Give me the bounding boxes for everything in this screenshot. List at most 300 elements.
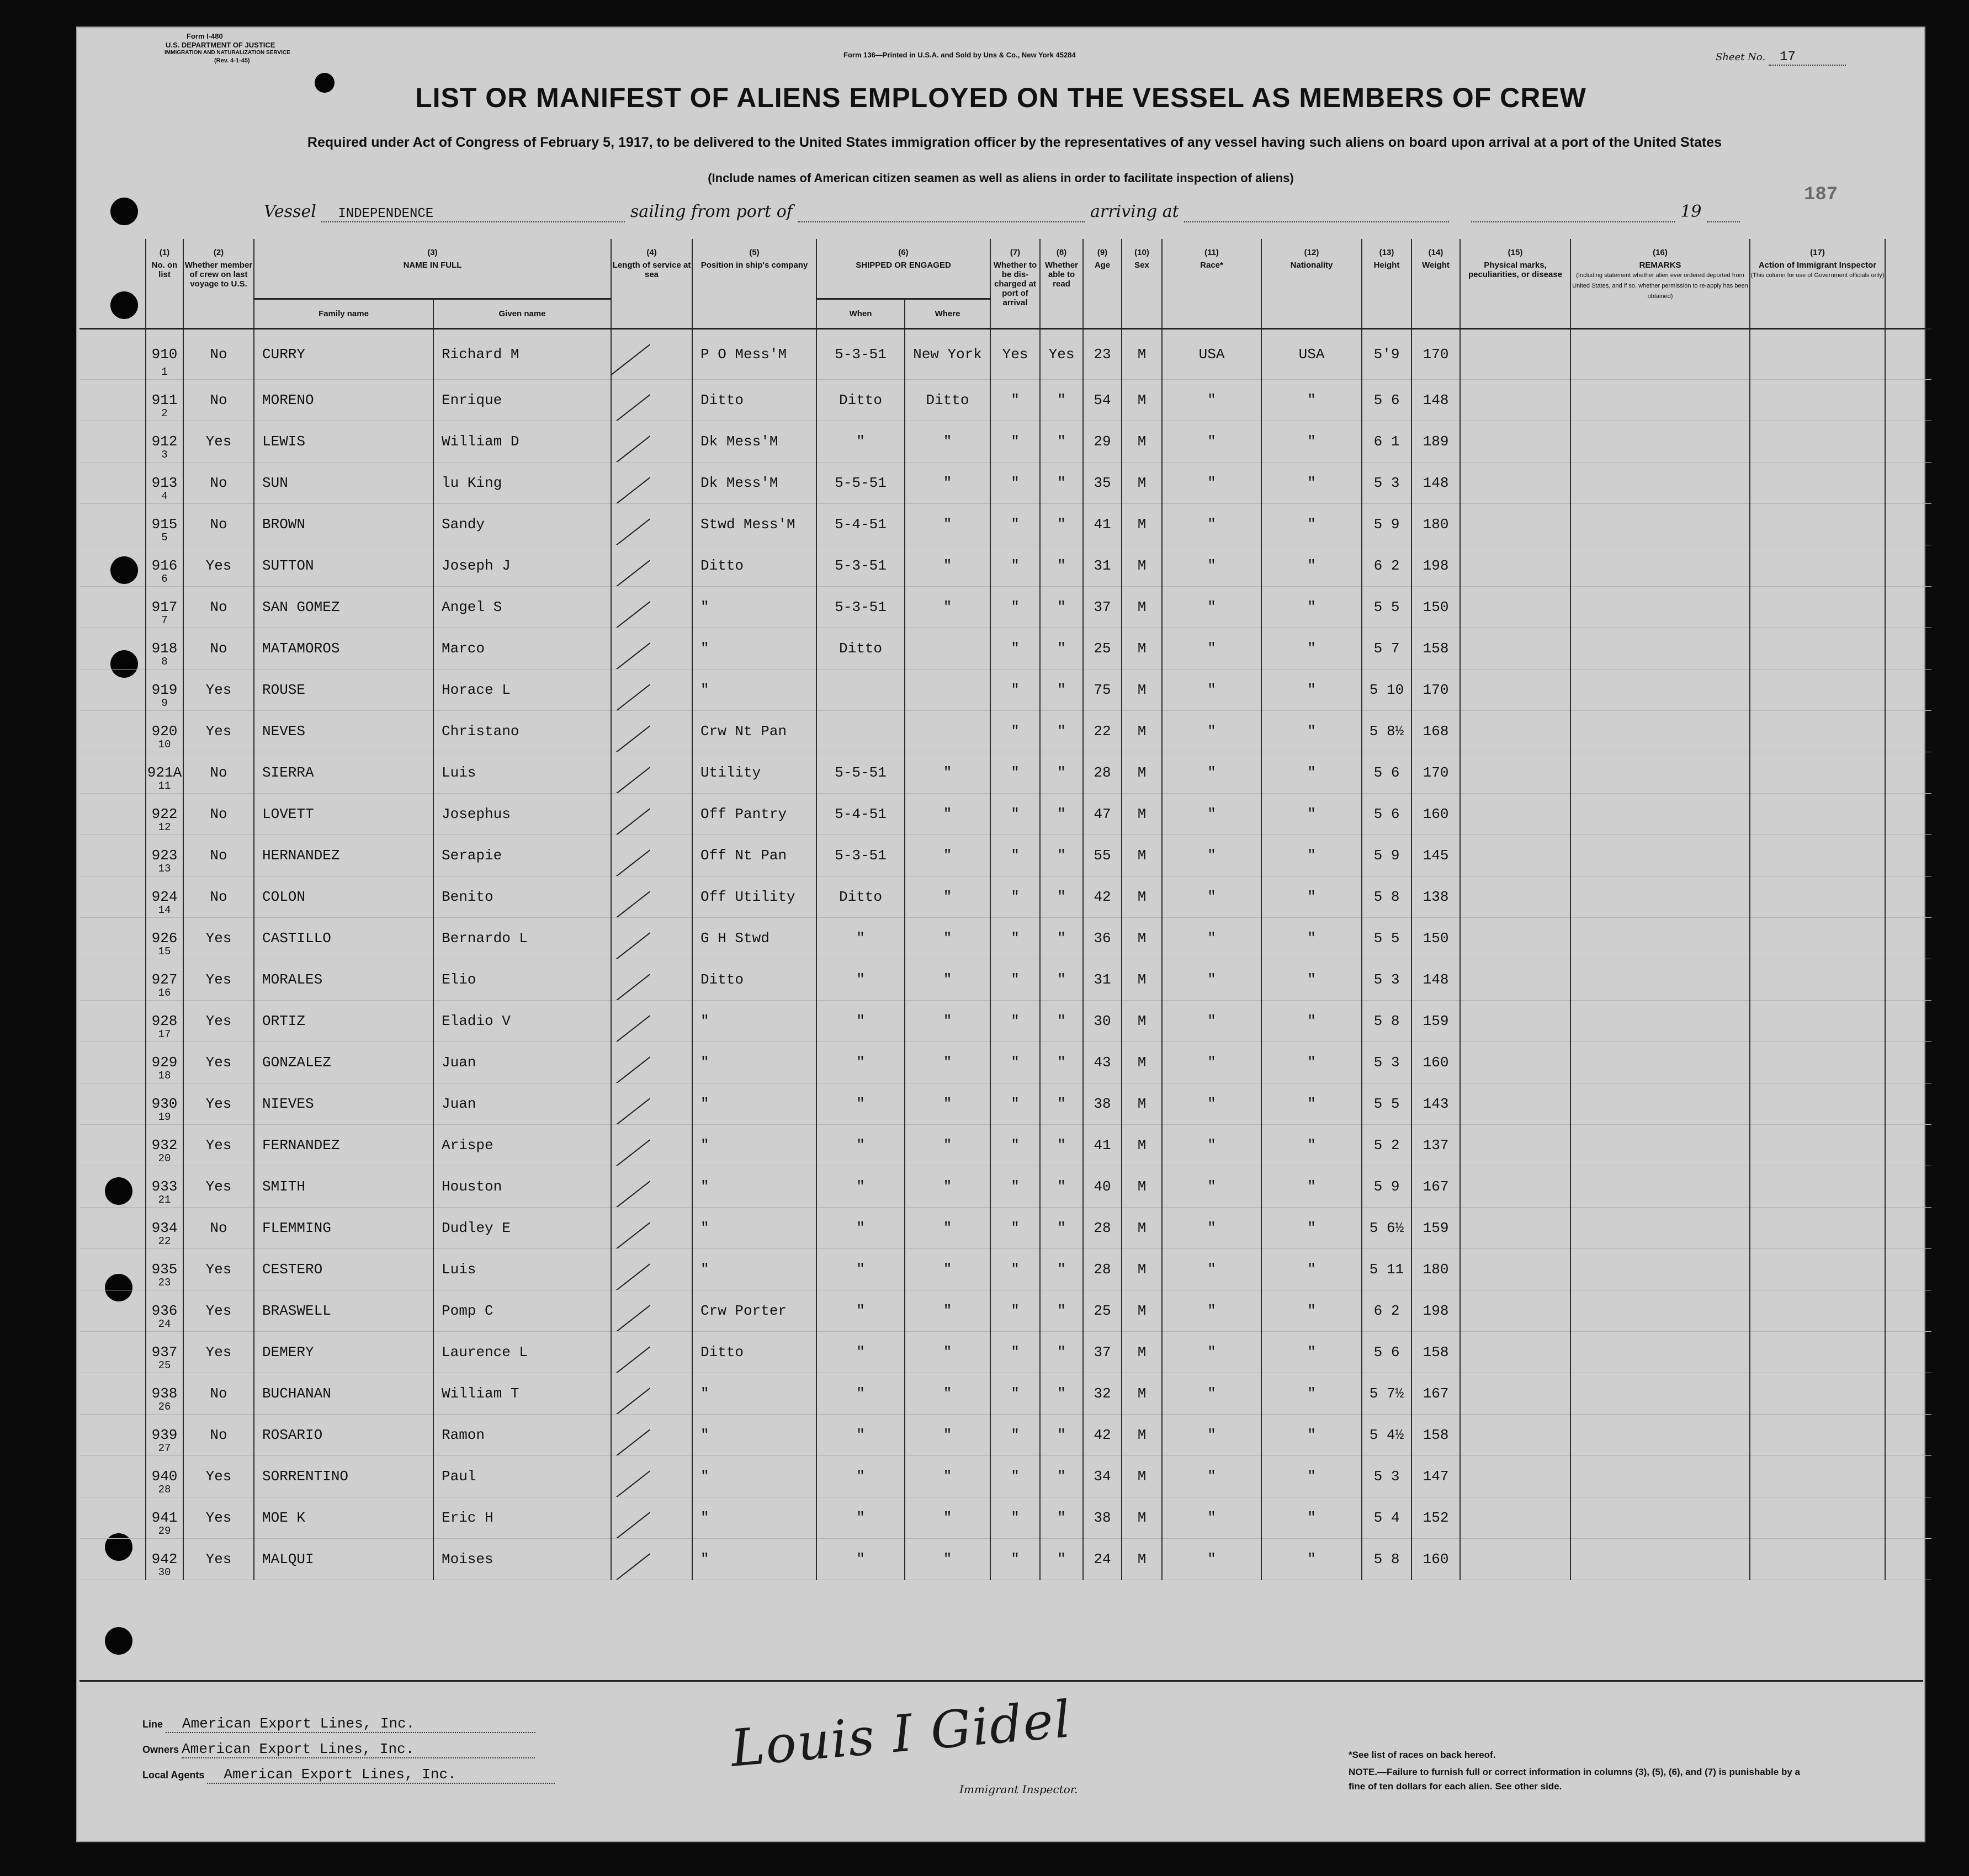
family-name: DEMERY <box>262 1343 314 1361</box>
row-right-margin <box>1885 379 1931 421</box>
shipped-when-cell <box>816 1041 905 1083</box>
race-cell <box>1162 793 1261 835</box>
able-to-read: " <box>1057 1343 1066 1361</box>
table-row <box>79 1166 1931 1207</box>
height: 5 9 <box>1373 515 1400 533</box>
shipped-where: " <box>943 1054 952 1071</box>
given-name-cell <box>433 793 611 835</box>
race: " <box>1207 1426 1216 1443</box>
nationality-cell <box>1261 1207 1362 1248</box>
row-margin <box>79 545 146 586</box>
col-14-header <box>1411 239 1460 328</box>
family-name: BRASWELL <box>262 1302 331 1319</box>
height: 5'9 <box>1373 346 1400 363</box>
line-value: American Export Lines, Inc. <box>166 1715 535 1733</box>
inspector-action-cell <box>1750 669 1885 710</box>
shipped-when-cell <box>816 421 905 462</box>
discharged: " <box>1011 888 1020 905</box>
nationality: " <box>1307 1136 1316 1154</box>
sex: M <box>1137 971 1147 988</box>
shipped-where: " <box>943 888 952 905</box>
family-name: SORRENTINO <box>262 1468 349 1485</box>
remarks-cell <box>1570 1124 1750 1166</box>
weight: 198 <box>1423 557 1449 574</box>
age-cell <box>1083 1290 1122 1331</box>
family-name: SAN GOMEZ <box>262 598 340 615</box>
given-name: Ramon <box>442 1426 485 1443</box>
row-margin <box>79 379 146 421</box>
physical-marks-cell <box>1460 628 1570 669</box>
shipped-when-cell <box>816 1497 905 1538</box>
shipped-when: " <box>856 1261 865 1278</box>
height-cell <box>1362 710 1411 752</box>
family-name-cell <box>254 959 433 1000</box>
family-name-cell <box>254 710 433 752</box>
row-right-margin <box>1885 959 1931 1000</box>
nationality-cell <box>1261 1290 1362 1331</box>
row-right-margin <box>1885 1124 1931 1166</box>
shipped-when: 5-3-51 <box>835 847 887 864</box>
shipped-where-cell <box>905 1331 990 1373</box>
nationality: " <box>1307 847 1316 864</box>
inspector-action-cell <box>1750 328 1885 379</box>
height: 5 7 <box>1373 640 1400 657</box>
sheet-label: Sheet No. <box>1716 51 1766 63</box>
given-name-cell <box>433 1000 611 1041</box>
list-number-cell <box>146 1455 183 1497</box>
weight: 158 <box>1423 640 1449 657</box>
given-name: Eric H <box>442 1509 493 1526</box>
given-name: Paul <box>442 1468 476 1485</box>
inspector-action-cell <box>1750 503 1885 545</box>
service-slash-mark <box>611 344 650 379</box>
shipped-where: " <box>943 515 952 533</box>
remarks-cell <box>1570 1497 1750 1538</box>
able-to-read: " <box>1057 1468 1066 1485</box>
crew-last-voyage-cell <box>183 379 254 421</box>
height: 5 3 <box>1373 474 1400 491</box>
position: Ditto <box>700 557 744 574</box>
physical-marks-cell <box>1460 876 1570 917</box>
inspector-action-cell <box>1750 628 1885 669</box>
height-cell <box>1362 421 1411 462</box>
line-label: Line <box>142 1719 163 1730</box>
family-name: SIERRA <box>262 764 314 781</box>
given-name-cell <box>433 379 611 421</box>
nationality: " <box>1307 1219 1316 1236</box>
service-slash-mark <box>611 725 650 752</box>
shipped-where-cell <box>905 586 990 628</box>
remarks-cell <box>1570 1083 1750 1124</box>
list-number-cell <box>146 328 183 379</box>
crew-last-voyage: No <box>210 1219 227 1236</box>
physical-marks-cell <box>1460 1000 1570 1041</box>
remarks-cell <box>1570 1538 1750 1580</box>
sex: M <box>1137 929 1147 947</box>
weight: 170 <box>1423 764 1449 781</box>
nationality: " <box>1307 557 1316 574</box>
sex: M <box>1137 1136 1147 1154</box>
line-number: 21 <box>158 1193 171 1206</box>
family-name-cell <box>254 503 433 545</box>
sailing-label: sailing from port of <box>630 202 793 221</box>
race: " <box>1207 1468 1216 1485</box>
service-slash-mark <box>611 1346 650 1373</box>
revision: (Rev. 4-1-45) <box>214 57 250 64</box>
physical-marks-cell <box>1460 462 1570 503</box>
when-label: When <box>849 309 872 318</box>
crew-last-voyage-cell <box>183 503 254 545</box>
sex-cell <box>1122 1373 1162 1414</box>
family-name-cell <box>254 328 433 379</box>
crew-last-voyage-cell <box>183 1041 254 1083</box>
col-17-num: (17) <box>1810 248 1825 257</box>
able-to-read: " <box>1057 1261 1066 1278</box>
col-17-label: Action of Immigrant Inspector <box>1758 261 1877 270</box>
list-number: 935 <box>151 1261 178 1278</box>
position: " <box>700 1385 709 1402</box>
footer-rule <box>79 1680 1923 1682</box>
col-4-header <box>611 239 692 328</box>
family-name-cell <box>254 1331 433 1373</box>
family-name: SMITH <box>262 1178 306 1195</box>
given-name-label: Given name <box>498 309 546 318</box>
position-cell <box>692 793 816 835</box>
discharged: " <box>1011 1054 1020 1071</box>
line-number: 26 <box>158 1400 171 1413</box>
year-label: 19 <box>1680 202 1702 221</box>
position-cell <box>692 1248 816 1290</box>
row-margin <box>79 959 146 1000</box>
family-name-cell <box>254 1000 433 1041</box>
length-of-service-cell <box>611 328 692 379</box>
sex-cell <box>1122 545 1162 586</box>
service-slash-mark <box>611 642 650 669</box>
line-number: 9 <box>161 697 168 709</box>
age: 37 <box>1094 598 1111 615</box>
given-name: Bernardo L <box>442 929 528 947</box>
given-name-subheader <box>433 299 611 328</box>
weight: 167 <box>1423 1385 1449 1402</box>
discharged-cell <box>990 379 1040 421</box>
crew-last-voyage: Yes <box>205 1550 232 1567</box>
given-name: Elio <box>442 971 476 988</box>
length-of-service-cell <box>611 586 692 628</box>
race-cell <box>1162 1000 1261 1041</box>
position: " <box>700 1261 709 1278</box>
race: " <box>1207 557 1216 574</box>
given-name-cell <box>433 1497 611 1538</box>
col-13-num: (13) <box>1379 248 1394 257</box>
table-row <box>79 835 1931 876</box>
position: Crw Nt Pan <box>700 722 787 740</box>
inspector-action-cell <box>1750 1497 1885 1538</box>
able-to-read-cell <box>1040 462 1083 503</box>
race: " <box>1207 433 1216 450</box>
line-number: 23 <box>158 1276 171 1289</box>
discharged: " <box>1011 1012 1020 1029</box>
table-row <box>79 1248 1931 1290</box>
service-slash-mark <box>611 808 650 835</box>
age: 23 <box>1094 346 1111 363</box>
row-right-margin <box>1885 1455 1931 1497</box>
given-name: William D <box>442 433 519 450</box>
inspector-action-cell <box>1750 1083 1885 1124</box>
sheet-number: 17 <box>1769 50 1846 66</box>
sex-cell <box>1122 462 1162 503</box>
line-number: 29 <box>158 1524 171 1537</box>
col-16-header <box>1570 239 1750 328</box>
able-to-read-cell <box>1040 959 1083 1000</box>
inspector-action-cell <box>1750 793 1885 835</box>
col-7-num: (7) <box>1010 248 1021 257</box>
position: Dk Mess'M <box>700 433 778 450</box>
given-name: Richard M <box>442 346 519 363</box>
age-cell <box>1083 328 1122 379</box>
inspector-action-cell <box>1750 545 1885 586</box>
height: 5 8 <box>1373 888 1400 905</box>
row-right-margin <box>1885 1083 1931 1124</box>
sex: M <box>1137 722 1147 740</box>
shipped-when-cell <box>816 328 905 379</box>
shipped-where: " <box>943 1468 952 1485</box>
crew-last-voyage: Yes <box>205 1178 232 1195</box>
able-to-read-cell <box>1040 1000 1083 1041</box>
family-name: MALQUI <box>262 1550 314 1567</box>
list-number: 928 <box>151 1012 178 1029</box>
remarks-cell <box>1570 876 1750 917</box>
weight-cell <box>1411 545 1460 586</box>
list-number-cell <box>146 669 183 710</box>
remarks-cell <box>1570 1166 1750 1207</box>
sex-cell <box>1122 1290 1162 1331</box>
shipped-when: 5-3-51 <box>835 557 887 574</box>
length-of-service-cell <box>611 1166 692 1207</box>
nationality: " <box>1307 1550 1316 1567</box>
line-number: 19 <box>158 1110 171 1123</box>
inspector-action-cell <box>1750 1000 1885 1041</box>
shipped-where-cell <box>905 1455 990 1497</box>
discharged-cell <box>990 917 1040 959</box>
position-cell <box>692 917 816 959</box>
discharged-cell <box>990 793 1040 835</box>
row-margin <box>79 917 146 959</box>
race: " <box>1207 1219 1216 1236</box>
position: " <box>700 681 709 698</box>
nationality-cell <box>1261 1083 1362 1124</box>
position: " <box>700 598 709 615</box>
weight: 150 <box>1423 598 1449 615</box>
given-name-cell <box>433 1538 611 1580</box>
nationality-cell <box>1261 959 1362 1000</box>
height: 6 2 <box>1373 557 1400 574</box>
shipped-when: " <box>856 1302 865 1319</box>
given-name-cell <box>433 959 611 1000</box>
service-slash-mark <box>611 849 650 876</box>
list-number-cell <box>146 1414 183 1455</box>
table-row <box>79 545 1931 586</box>
given-name: Luis <box>442 1261 476 1278</box>
race-cell <box>1162 835 1261 876</box>
line-number: 24 <box>158 1317 171 1330</box>
table-row <box>79 1373 1931 1414</box>
physical-marks-cell <box>1460 959 1570 1000</box>
family-name: NEVES <box>262 722 306 740</box>
given-name: Eladio V <box>442 1012 511 1029</box>
length-of-service-cell <box>611 503 692 545</box>
age-cell <box>1083 379 1122 421</box>
physical-marks-cell <box>1460 917 1570 959</box>
crew-last-voyage-cell <box>183 1207 254 1248</box>
able-to-read-cell <box>1040 835 1083 876</box>
height: 6 2 <box>1373 1302 1400 1319</box>
shipped-where: " <box>943 557 952 574</box>
sex: M <box>1137 391 1147 408</box>
row-right-margin <box>1885 503 1931 545</box>
sex-cell <box>1122 1331 1162 1373</box>
nationality: " <box>1307 805 1316 822</box>
sex: M <box>1137 805 1147 822</box>
shipped-where-cell <box>905 793 990 835</box>
line-number: 8 <box>161 655 168 668</box>
col-6-num: (6) <box>898 248 909 257</box>
row-margin <box>79 1455 146 1497</box>
position-cell <box>692 503 816 545</box>
shipped-where: " <box>943 764 952 781</box>
sex-cell <box>1122 379 1162 421</box>
age-cell <box>1083 1041 1122 1083</box>
weight: 180 <box>1423 1261 1449 1278</box>
row-margin <box>79 503 146 545</box>
family-name-subheader <box>254 299 433 328</box>
remarks-cell <box>1570 1290 1750 1331</box>
length-of-service-cell <box>611 462 692 503</box>
length-of-service-cell <box>611 421 692 462</box>
weight: 152 <box>1423 1509 1449 1526</box>
physical-marks-cell <box>1460 793 1570 835</box>
position-cell <box>692 959 816 1000</box>
length-of-service-cell <box>611 1248 692 1290</box>
given-name-cell <box>433 503 611 545</box>
where-label: Where <box>935 309 960 318</box>
list-number-cell <box>146 1000 183 1041</box>
row-margin <box>79 586 146 628</box>
age-cell <box>1083 793 1122 835</box>
position-cell <box>692 1455 816 1497</box>
list-number-cell <box>146 1373 183 1414</box>
age: 25 <box>1094 640 1111 657</box>
height: 5 8½ <box>1369 722 1404 740</box>
col-6-header <box>816 239 990 299</box>
nationality-cell <box>1261 1041 1362 1083</box>
shipped-when-cell <box>816 1207 905 1248</box>
able-to-read-cell <box>1040 1538 1083 1580</box>
shipped-where-cell <box>905 1373 990 1414</box>
sex: M <box>1137 1509 1147 1526</box>
able-to-read-cell <box>1040 545 1083 586</box>
weight-cell <box>1411 835 1460 876</box>
physical-marks-cell <box>1460 1373 1570 1414</box>
given-name-cell <box>433 876 611 917</box>
race: " <box>1207 1095 1216 1112</box>
inspector-signature: Louis I Gidel <box>728 1689 1074 1778</box>
able-to-read: " <box>1057 1178 1066 1195</box>
able-to-read: " <box>1057 1012 1066 1029</box>
given-name-cell <box>433 752 611 793</box>
discharged-cell <box>990 1041 1040 1083</box>
able-to-read: " <box>1057 515 1066 533</box>
inspector-action-cell <box>1750 421 1885 462</box>
crew-last-voyage-cell <box>183 1124 254 1166</box>
given-name-cell <box>433 1166 611 1207</box>
shipped-where-cell <box>905 462 990 503</box>
age-cell <box>1083 835 1122 876</box>
service-slash-mark <box>611 1305 650 1331</box>
weight-cell <box>1411 1455 1460 1497</box>
able-to-read-cell <box>1040 1166 1083 1207</box>
line-number: 27 <box>158 1442 171 1454</box>
shipped-when-cell <box>816 1000 905 1041</box>
sex: M <box>1137 474 1147 491</box>
able-to-read-cell <box>1040 917 1083 959</box>
list-number-cell <box>146 545 183 586</box>
height-cell <box>1362 876 1411 917</box>
table-row <box>79 1414 1931 1455</box>
list-number: 936 <box>151 1302 178 1319</box>
nationality: " <box>1307 433 1316 450</box>
family-name-cell <box>254 1166 433 1207</box>
nationality: USA <box>1298 346 1325 363</box>
shipped-where: " <box>943 847 952 864</box>
table-row <box>79 1083 1931 1124</box>
row-margin <box>79 1373 146 1414</box>
weight-cell <box>1411 586 1460 628</box>
table-row <box>79 669 1931 710</box>
nationality: " <box>1307 1054 1316 1071</box>
row-margin <box>79 1041 146 1083</box>
crew-last-voyage: No <box>210 847 227 864</box>
height: 5 6 <box>1373 764 1400 781</box>
shipped-when-cell <box>816 1166 905 1207</box>
height: 5 9 <box>1373 1178 1400 1195</box>
age: 28 <box>1094 1219 1111 1236</box>
age: 22 <box>1094 722 1111 740</box>
height-cell <box>1362 959 1411 1000</box>
height: 5 6½ <box>1369 1219 1404 1236</box>
length-of-service-cell <box>611 1207 692 1248</box>
row-margin <box>79 1248 146 1290</box>
crew-last-voyage: Yes <box>205 1095 232 1112</box>
vessel-name: INDEPENDENCE <box>321 206 625 222</box>
list-number-cell <box>146 1041 183 1083</box>
position-cell <box>692 421 816 462</box>
discharged-cell <box>990 752 1040 793</box>
crew-last-voyage-cell <box>183 628 254 669</box>
shipped-where-cell <box>905 1538 990 1580</box>
shipped-when-cell <box>816 917 905 959</box>
stamp-number: 187 <box>1804 184 1838 205</box>
department: U.S. DEPARTMENT OF JUSTICE <box>166 41 275 49</box>
shipped-when: " <box>856 1468 865 1485</box>
shipped-where: " <box>943 1219 952 1236</box>
position: G H Stwd <box>700 929 769 947</box>
race: " <box>1207 1261 1216 1278</box>
weight-cell <box>1411 462 1460 503</box>
crew-last-voyage: No <box>210 764 227 781</box>
service-slash-mark <box>611 891 650 917</box>
age-cell <box>1083 1166 1122 1207</box>
race: " <box>1207 391 1216 408</box>
